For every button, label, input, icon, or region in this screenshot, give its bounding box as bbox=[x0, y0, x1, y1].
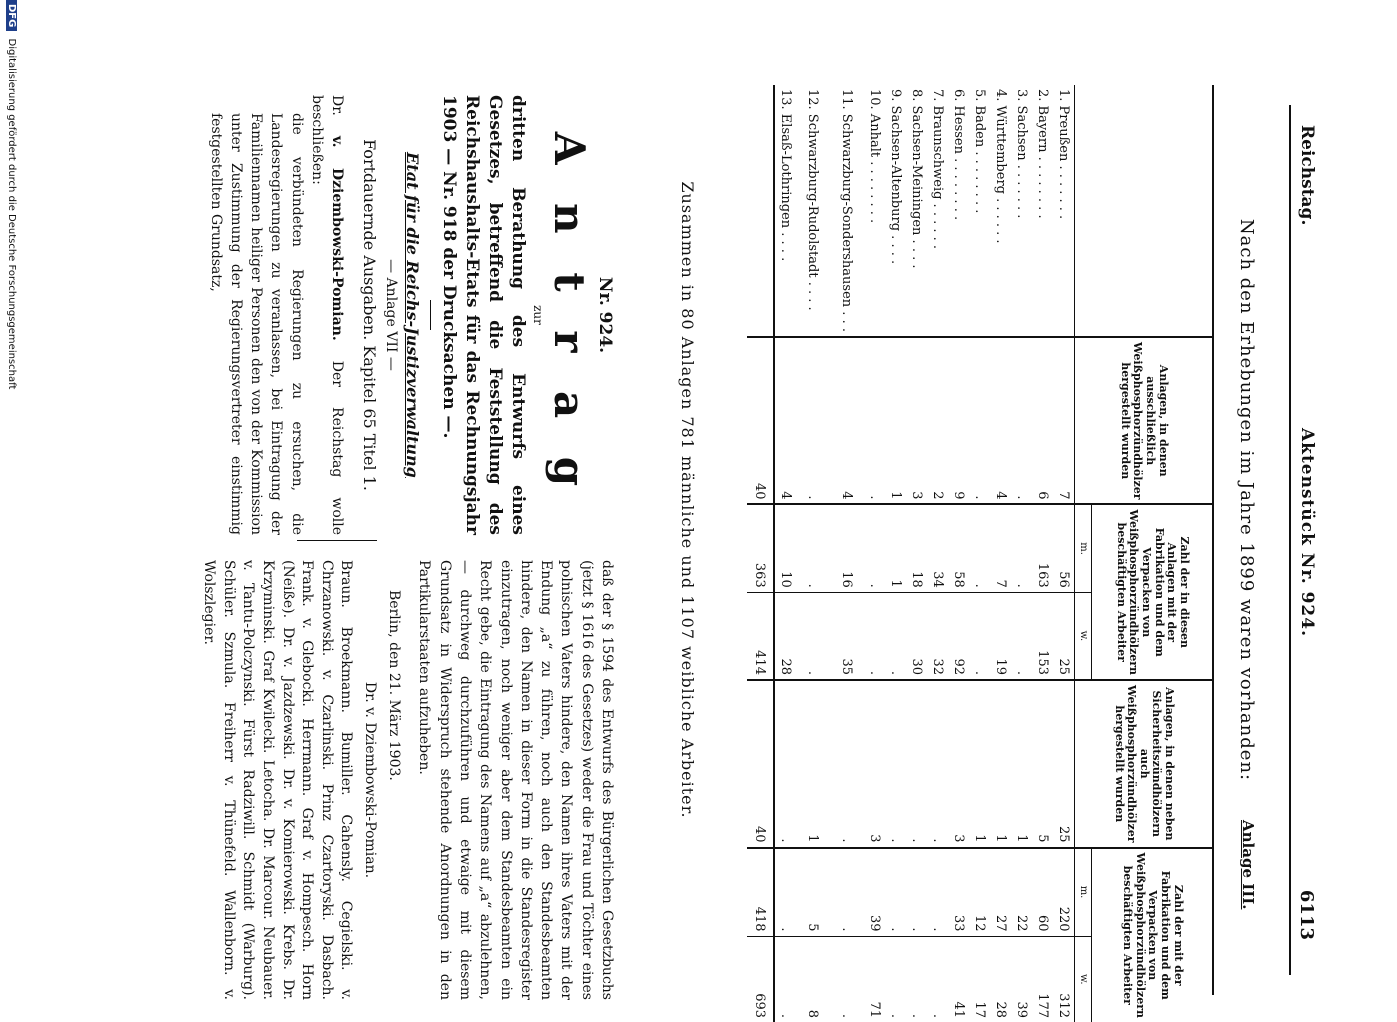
dfg-credit bbox=[6, 0, 17, 1000]
table-row bbox=[948, 85, 969, 1022]
subheader-female: w. bbox=[1075, 936, 1092, 1022]
total-cell-m2: 418 bbox=[747, 848, 774, 937]
table-cell-w2: 312 bbox=[1053, 936, 1075, 1022]
etat-heading: Etat für die Reichs-Justizverwaltung bbox=[403, 152, 423, 478]
right-column bbox=[199, 560, 617, 1000]
table-cell-w1: . bbox=[969, 592, 990, 680]
table-cell-m1: 163 bbox=[1032, 504, 1053, 592]
table-cell-w1: 28 bbox=[774, 592, 796, 680]
table-top-rule bbox=[1212, 85, 1214, 995]
table-cell-w2: 71 bbox=[864, 936, 885, 1022]
state-name-cell: 3. Sachsen . . . . . . . bbox=[1014, 89, 1029, 219]
table-cell-m1: 1 bbox=[885, 504, 906, 592]
table-cell-w2: 8 bbox=[796, 936, 830, 1022]
table-cell-m2: 60 bbox=[1032, 848, 1053, 937]
motion-body: die verbündeten Regierungen zu ersuchen, die Landesregierungen zu veranlassen, bei Eintragung der Familiennamen heiliger Personen den von der Kommission unter Zustimmung der Regierungsvertreter einstimmig festgestellten Grundsatz, bbox=[207, 113, 305, 535]
total-cell-w1: 414 bbox=[747, 592, 774, 680]
table-cell-w1: 35 bbox=[830, 592, 864, 680]
table-cell-w1: . bbox=[796, 592, 830, 680]
table-cell-m2: 33 bbox=[948, 848, 969, 937]
table-row bbox=[906, 85, 927, 1022]
table-cell-a2: 3 bbox=[864, 680, 885, 848]
total-cell-a1: 40 bbox=[747, 337, 774, 505]
statistics-table bbox=[747, 85, 1212, 1022]
table-cell-a1: 6 bbox=[1032, 337, 1053, 505]
table-cell-m1: . bbox=[1011, 504, 1032, 592]
table-cell-m2: 220 bbox=[1053, 848, 1075, 937]
state-name-cell: 7. Braunschweig . . . . . . bbox=[930, 89, 945, 250]
table-cell-w1: . bbox=[864, 592, 885, 680]
table-cell-a2: . bbox=[906, 680, 927, 848]
column-header: Anlagen, in denen neben Sicherheitszündhölzern auch Weißphosphorzündhölzer hergestellt wurden bbox=[1075, 680, 1213, 848]
motion-signer: Dr. v. Dziembowski-Pomian. bbox=[361, 681, 378, 879]
table-row bbox=[830, 85, 864, 1022]
header-document-number: Aktenstück Nr. 924. bbox=[1297, 427, 1317, 637]
table-row bbox=[864, 85, 885, 1022]
page-number: 6113 bbox=[1296, 889, 1317, 940]
table-body bbox=[747, 85, 1075, 1022]
table-cell-w2: . bbox=[774, 936, 796, 1022]
table-cell-a1: 4 bbox=[830, 337, 864, 505]
table-cell-a2: . bbox=[830, 680, 864, 848]
table-cell-a2: . bbox=[774, 680, 796, 848]
table-cell-m1: 58 bbox=[948, 504, 969, 592]
table-cell-m2: 27 bbox=[990, 848, 1011, 937]
table-cell-m1: 56 bbox=[1053, 504, 1075, 592]
table-header-row bbox=[1092, 85, 1213, 1022]
table-row bbox=[969, 85, 990, 1022]
table-cell-a1: . bbox=[969, 337, 990, 505]
column-header: Anlagen, in denen ausschließlich Weißphosphorzündhölzer hergestellt wurden bbox=[1075, 337, 1213, 505]
motion-subject: dritten Berathung des Entwurfs eines Gesetzes, betreffend die Feststellung des Reichshaushalts-Etats für das Rechnungsjahr 1903 — Nr. 918 der Drucksachen —. bbox=[438, 95, 528, 535]
table-cell-m1: 10 bbox=[774, 504, 796, 592]
table-cell-a1: 4 bbox=[774, 337, 796, 505]
table-cell-m1: 7 bbox=[990, 504, 1011, 592]
state-name-cell: 11. Schwarzburg-Sondershausen . . . bbox=[839, 89, 855, 332]
table-row bbox=[990, 85, 1011, 1022]
total-cell-m1: 363 bbox=[747, 504, 774, 592]
table-row bbox=[1053, 85, 1075, 1022]
etat-chapter: Fortdauernde Ausgaben. Kapitel 65 Titel 1. bbox=[359, 139, 379, 491]
state-name-cell: 10. Anhalt . . . . . . . . bbox=[867, 89, 882, 224]
table-cell-m1: 16 bbox=[830, 504, 864, 592]
subheader-female: w. bbox=[1075, 592, 1092, 680]
state-name-cell: 12. Schwarzburg-Rudolstadt . . . . bbox=[805, 89, 821, 311]
state-name-cell: 8. Sachsen-Meiningen . . . . bbox=[909, 89, 924, 269]
table-cell-a2: 1 bbox=[969, 680, 990, 848]
appendix-label: Anlage III. bbox=[1239, 820, 1257, 910]
motion-number: Nr. 924. bbox=[595, 276, 615, 354]
subheader-male: m. bbox=[1075, 848, 1092, 937]
table-cell-w1: 25 bbox=[1053, 592, 1075, 680]
column-header: Zahl der in diesen Anlagen mit der Fabrikation und dem Verpacken von Weißphosphorzündhölzern beschäftigten Arbeiter bbox=[1092, 504, 1213, 680]
table-cell-w1: . bbox=[885, 592, 906, 680]
motion-author: v. Dziembowski-Pomian. bbox=[329, 135, 346, 341]
table-cell-m2: 5 bbox=[796, 848, 830, 937]
table-cell-a1: . bbox=[796, 337, 830, 505]
table-cell-m1: 34 bbox=[927, 504, 948, 592]
dfg-logo: DFG bbox=[6, 0, 17, 31]
table-cell-a2: 1 bbox=[990, 680, 1011, 848]
state-name-cell: 2. Bayern . . . . . . . . bbox=[1035, 89, 1050, 219]
table-cell-a1: 3 bbox=[906, 337, 927, 505]
table-cell-m1: . bbox=[969, 504, 990, 592]
table-row bbox=[885, 85, 906, 1022]
table-cell-w2: 41 bbox=[948, 936, 969, 1022]
state-name-cell: 6. Hessen . . . . . . . . bbox=[951, 89, 966, 221]
table-cell-m2: 12 bbox=[969, 848, 990, 937]
header-organization: Reichstag. bbox=[1297, 125, 1317, 226]
header-rule bbox=[1289, 105, 1291, 975]
table-cell-a2: 1 bbox=[796, 680, 830, 848]
table-cell-w2: 17 bbox=[969, 936, 990, 1022]
table-cell-a1: 7 bbox=[1053, 337, 1075, 505]
column-header: Zahl der mit der Fabrikation und dem Verpacken von Weißphosphorzündhölzern beschäftigten Arbeiter bbox=[1092, 848, 1213, 1022]
table-cell-a1: . bbox=[1011, 337, 1032, 505]
page-header bbox=[1287, 125, 1317, 940]
motion-title: A n t r a g bbox=[545, 131, 595, 499]
table-row bbox=[1011, 85, 1032, 1022]
table-cell-m2: . bbox=[885, 848, 906, 937]
state-name-cell: 4. Württemberg . . . . . . bbox=[993, 89, 1008, 244]
table-cell-a2: 25 bbox=[1053, 680, 1075, 848]
column-divider bbox=[297, 540, 377, 541]
table-cell-w2: 177 bbox=[1032, 936, 1053, 1022]
table-cell-w2: . bbox=[927, 936, 948, 1022]
table-intro: Nach den Erhebungen im Jahre 1899 waren vorhanden: bbox=[1236, 218, 1257, 782]
table-cell-w1: . bbox=[1011, 592, 1032, 680]
table-cell-w2: 28 bbox=[990, 936, 1011, 1022]
table-cell-a1: 4 bbox=[990, 337, 1011, 505]
table-cell-a2: 3 bbox=[948, 680, 969, 848]
table-cell-m2: . bbox=[774, 848, 796, 937]
total-cell-a2: 40 bbox=[747, 680, 774, 848]
table-cell-a2: 5 bbox=[1032, 680, 1053, 848]
motion-date: Berlin, den 21. März 1903. bbox=[386, 590, 403, 781]
etat-anlage: — Anlage VII — bbox=[382, 259, 399, 371]
state-name-cell: 9. Sachsen-Altenburg . . . . bbox=[888, 89, 903, 265]
state-name-cell: 13. Elsaß-Lothringen . . . . bbox=[778, 89, 793, 262]
table-cell-w1: 153 bbox=[1032, 592, 1053, 680]
left-column bbox=[205, 95, 617, 535]
table-cell-a2: . bbox=[885, 680, 906, 848]
separator bbox=[430, 300, 431, 330]
table-cell-w2: . bbox=[906, 936, 927, 1022]
motion-continuation: daß der § 1594 des Entwurfs des Bürgerlichen Gesetzbuchs (jetzt § 1616 des Gesetzes) weder die Frau und Töchter eines polnischen Vaters hindere, den Namen ihres Vaters mit der Endung „a“ zu führen, noch auch den Standesbeamten hindere, den Namen in dieser Form in die Standesregister einzutragen, noch weniger aber dem Standesbeamten ein Recht gebe, die Eintragung des Namens auf „a“ abzulehnen, — durchweg durchzuführen und etwaige mit diesem Grundsatz in Widerspruch stehende Anordnungen in den Partikularstaaten aufzuheben. bbox=[416, 560, 615, 1000]
motion-zur: zur bbox=[531, 305, 546, 325]
motion-prefix: Dr. bbox=[329, 95, 346, 116]
table-row bbox=[774, 85, 796, 1022]
table-cell-m2: 22 bbox=[1011, 848, 1032, 937]
table-cell-w1: 92 bbox=[948, 592, 969, 680]
signatories-list: Braun. Broekmann. Bumiller. Cahensly. Cegielski. v. Chrzanowski. v. Czarlinski. Prinz Czartoryski. Dasbach. Frank. v. Glebocki. Herrmann. Graf v. Hompesch. Horn (Neiße). Dr. v. Jazdzewski. Dr. v. Komierowski. Krebs. Dr. Krzyminski. Graf Kwilecki. Letocha. Dr. Marcour. Neubauer. v. Tantu-Polczynski. Fürst Radziwill. Schmidt (Warburg). Schüler. Szmula. Freiherr v. Thünefeld. Wallenborn. v. Wolszlegier. bbox=[201, 560, 355, 1000]
table-row bbox=[1032, 85, 1053, 1022]
table-row bbox=[927, 85, 948, 1022]
dfg-credit-text: Digitalisierung gefördert durch die Deutsche Forschungsgemeinschaft bbox=[6, 38, 17, 390]
motion-intro bbox=[307, 95, 348, 535]
table-cell-m1: 18 bbox=[906, 504, 927, 592]
state-name-cell: 5. Baden . . . . . . . . bbox=[972, 89, 987, 214]
subheader-male: m. bbox=[1075, 504, 1092, 592]
table-cell-a1: 9 bbox=[948, 337, 969, 505]
table-cell-m2: . bbox=[906, 848, 927, 937]
table-cell-w2: . bbox=[885, 936, 906, 1022]
state-column-header bbox=[1075, 85, 1213, 337]
table-summary: Zusammen in 80 Anlagen 781 männliche und 1107 weibliche Arbeiter. bbox=[678, 181, 697, 819]
table-cell-w1: 19 bbox=[990, 592, 1011, 680]
table-cell-a2: 1 bbox=[1011, 680, 1032, 848]
table-cell-a1: 1 bbox=[885, 337, 906, 505]
table-row bbox=[796, 85, 830, 1022]
motion-text: Der Reichstag wolle beschließen: bbox=[309, 95, 346, 535]
table-cell-a2: . bbox=[927, 680, 948, 848]
table-cell-w2: 39 bbox=[1011, 936, 1032, 1022]
total-cell-w2: 693 bbox=[747, 936, 774, 1022]
total-label-cell bbox=[747, 85, 774, 337]
table-cell-w2: . bbox=[830, 936, 864, 1022]
table-cell-m2: . bbox=[830, 848, 864, 937]
table-cell-a1: . bbox=[864, 337, 885, 505]
table-cell-m2: 39 bbox=[864, 848, 885, 937]
table-cell-w1: 30 bbox=[906, 592, 927, 680]
table-cell-m1: . bbox=[864, 504, 885, 592]
table-cell-w1: 32 bbox=[927, 592, 948, 680]
table-cell-m1: . bbox=[796, 504, 830, 592]
table-cell-m2: . bbox=[927, 848, 948, 937]
table-cell-a1: 2 bbox=[927, 337, 948, 505]
state-name-cell: 1. Preußen . . . . . . . bbox=[1056, 89, 1071, 220]
table-total-row bbox=[747, 85, 774, 1022]
